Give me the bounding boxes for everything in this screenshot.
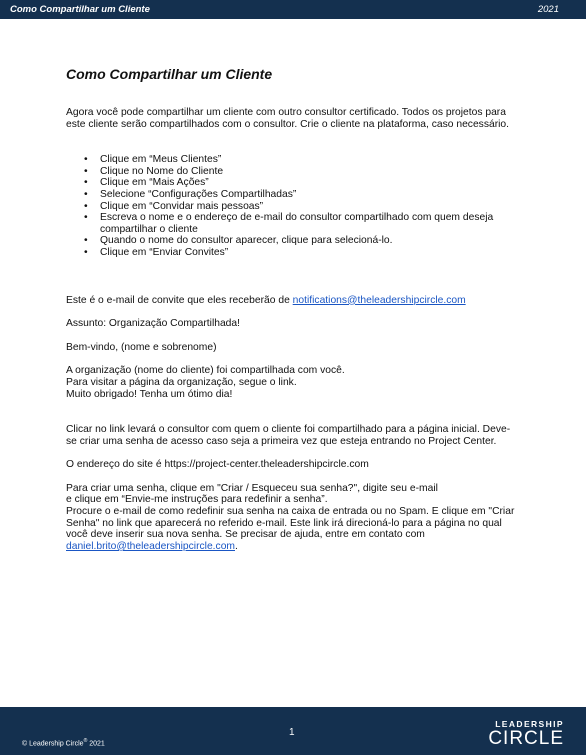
list-item: • Escreva o nome e o endereço de e-mail do consultor compartilhado com quem deseja compartilhar o cliente [100, 212, 516, 235]
click-paragraph: Clicar no link levará o consultor com quem o cliente foi compartilhado para a página inicial. Deve-se criar uma senha de acesso caso seja a primeira vez que esteja entrando no Project Center. [66, 424, 511, 447]
invite-paragraph [66, 295, 516, 307]
list-item: • Selecione “Configurações Compartilhadas” [100, 189, 516, 201]
header-title: Como Compartilhar um Cliente [10, 4, 150, 15]
email-greeting: Bem-vindo, (nome e sobrenome) [66, 341, 217, 353]
copyright-year: 2021 [87, 740, 105, 748]
footer-bar [0, 707, 586, 755]
email-subject: Assunto: Organização Compartilhada! [66, 318, 240, 330]
document-body [66, 66, 516, 552]
email-body-line: Para visitar a página da organização, segue o link. [66, 376, 297, 388]
list-item: • Clique em “Enviar Convites” [100, 247, 516, 259]
copyright-text: © Leadership Circle [22, 740, 84, 748]
site-paragraph: O endereço do site é https://project-center.theleadershipcircle.com [66, 459, 369, 471]
period: . [235, 540, 238, 552]
list-item: • Quando o nome do consultor aparecer, clique para selecioná-lo. [100, 235, 516, 247]
help-email-link[interactable]: daniel.brito@theleadershipcircle.com [66, 540, 235, 552]
header-year: 2021 [537, 4, 559, 15]
intro-paragraph: Agora você pode compartilhar um cliente com outro consultor certificado. Todos os projetos para este cliente serão compartilhados com o consultor. Crie o cliente na plataforma, caso necessário. [66, 107, 509, 130]
notifications-email-link[interactable]: notifications@theleadershipcircle.com [292, 294, 466, 306]
page-number: 1 [289, 727, 295, 738]
copyright [22, 738, 105, 747]
password-line: e clique em “Envie-me instruções para redefinir a senha”. [66, 494, 328, 506]
email-body-line: Muito obrigado! Tenha um ótimo dia! [66, 388, 233, 400]
page-title: Como Compartilhar um Cliente [66, 66, 273, 82]
leadership-circle-logo [488, 719, 564, 748]
list-item: • Clique em “Mais Ações” [100, 177, 516, 189]
password-paragraph [66, 483, 516, 553]
logo-bottom: CIRCLE [488, 728, 564, 749]
steps-list [66, 154, 516, 258]
email-body [66, 365, 516, 400]
list-item: • Clique no Nome do Cliente [100, 166, 516, 178]
list-item: • Clique em “Convidar mais pessoas” [100, 201, 516, 213]
email-body-line: A organização (nome do cliente) foi compartilhada com você. [66, 365, 345, 377]
registered-mark: ® [83, 738, 88, 744]
logo-top: LEADERSHIP [495, 719, 564, 729]
password-line: Procure o e-mail de como redefinir sua senha na caixa de entrada ou no Spam. E clique em "Criar Senha" no link que aparecerá no referido e-mail. Este link irá direcioná-lo para a página no qual você deve inserir sua nova senha. Se precisar de ajuda, entre em contato com [66, 506, 515, 541]
password-line: Para criar uma senha, clique em "Criar / Esqueceu sua senha?", digite seu e-mail [66, 482, 438, 494]
invite-text: Este é o e-mail de convite que eles receberão de [66, 294, 293, 306]
header-bar [0, 0, 586, 19]
list-item: • Clique em “Meus Clientes” [100, 154, 516, 166]
